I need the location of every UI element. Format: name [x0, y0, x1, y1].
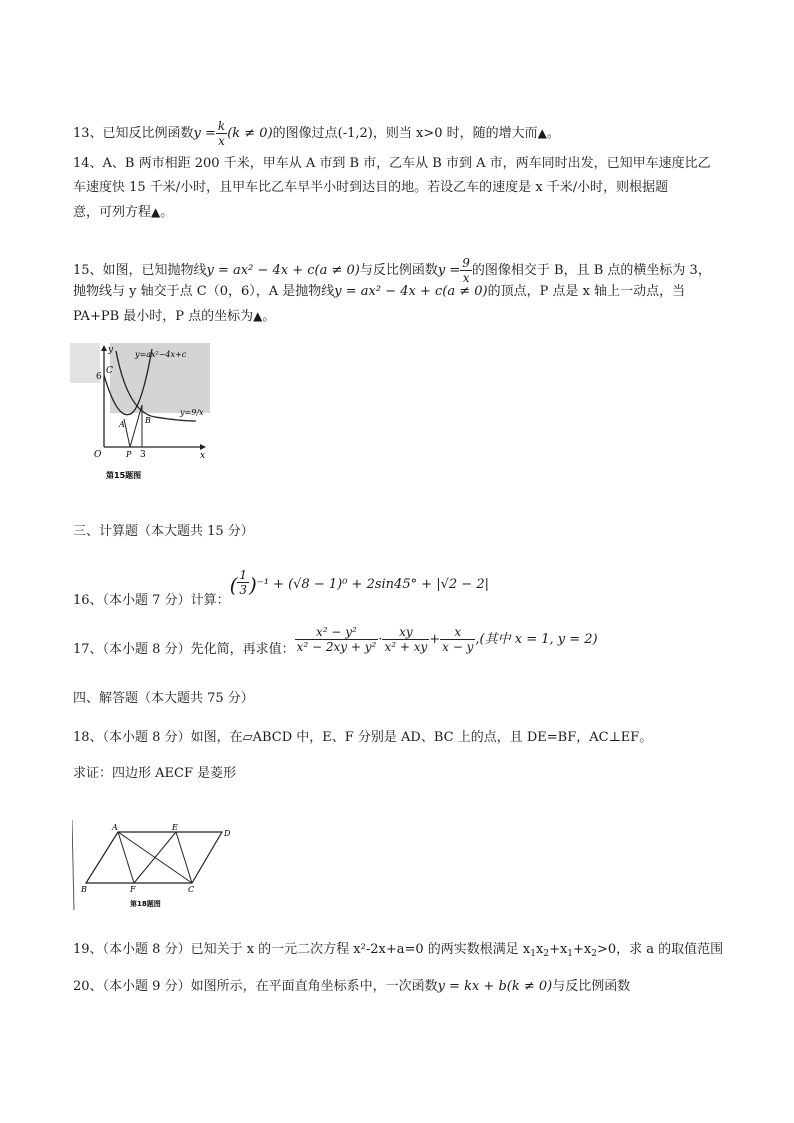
- q13-fn-num: k: [217, 119, 226, 133]
- q17-f3-den: x − y: [442, 640, 474, 654]
- fig18-segment-ec: [176, 832, 192, 883]
- question-15-line-2: [73, 282, 685, 302]
- fig15-label-6: 6: [96, 372, 102, 382]
- q17-plus: +: [429, 632, 441, 647]
- q19-sub-4: 2: [591, 949, 597, 959]
- question-13: [73, 119, 560, 148]
- fig18-scan-edge: [72, 820, 74, 910]
- q17-f1-num: x² − y²: [295, 625, 379, 640]
- q15-inverse-frac: [460, 256, 472, 285]
- q15-l1-mid: 与反比例函数: [359, 263, 438, 278]
- q15-inverse-den: x: [462, 271, 470, 285]
- fig18-segment-ef: [134, 832, 176, 883]
- q14-end: 。: [160, 205, 174, 220]
- question-20: [73, 977, 630, 997]
- q16-frac-den: 3: [239, 583, 248, 597]
- q19-plus-x-1: +x: [549, 942, 568, 957]
- q14-answer-blank: ▲: [151, 205, 161, 219]
- q19-sub-3: 1: [567, 949, 574, 959]
- question-15-line-1: [73, 256, 711, 285]
- fig15-inverse-label: y=9/x: [180, 408, 204, 417]
- q16-paren-close: ): [249, 573, 257, 597]
- question-17: [73, 620, 598, 660]
- q15-l3-pre: PA+PB 最小时，P 点的坐标为: [73, 309, 254, 324]
- q16-text-pre: 16、（本小题 7 分）计算：: [73, 593, 230, 608]
- q17-f2-den: x² + xy: [384, 640, 428, 654]
- q13-fn-den: x: [218, 134, 225, 148]
- question-14-line-2: 车速度快 15 千米/小时，且甲车比乙车早半小时到达目的地。若设乙车的速度是 x 千米/小时，则根据题: [73, 180, 669, 195]
- q20-linear-formula: y = kx + b(k ≠ 0): [437, 979, 553, 994]
- q13-text-post: 的图像过点(-1,2)，则当 x>0 时，随的增大而: [272, 126, 538, 141]
- q15-l2-pre: 抛物线与 y 轴交于点 C（0，6），A 是抛物线: [73, 284, 335, 299]
- q17-f1-den: x² − 2xy + y²: [296, 640, 377, 654]
- section-4-title: 四、解答题（本大题共 75 分）: [73, 691, 254, 706]
- q13-fn-frac: [216, 119, 227, 148]
- q17-f3-num: x: [440, 625, 475, 640]
- q19-sub-2: 2: [543, 949, 550, 959]
- question-14-line-3: [73, 202, 173, 223]
- fig18-segment-af: [118, 832, 134, 883]
- q17-frac-1: [295, 625, 379, 654]
- q14-line3-text: 意，可列方程: [73, 205, 152, 220]
- question-15-line-3: [73, 306, 275, 327]
- fig15-label-p: P: [126, 450, 132, 459]
- question-18-line-1: 18、（本小题 8 分）如图，在▱ABCD 中，E、F 分别是 AD、BC 上的点，且 DE=BF，AC⊥EF。: [73, 730, 653, 745]
- fig15-label-o: O: [94, 450, 102, 460]
- question-16: [73, 568, 489, 608]
- q15-inverse-num: 9: [462, 256, 470, 270]
- fig18-label-d: D: [224, 829, 231, 838]
- q16-paren-open: (: [229, 573, 238, 597]
- fig15-label-c: C: [106, 366, 113, 376]
- q17-frac-3: [440, 625, 475, 654]
- q13-fn-lhs: y =: [193, 126, 216, 141]
- q17-f2-num: xy: [382, 625, 429, 640]
- q17-condition: ,(其中 x = 1, y = 2): [475, 632, 598, 647]
- q16-expression: ⁻¹ + (√8 − 1)⁰ + 2sin45° + |√2 − 2|: [256, 577, 489, 592]
- q17-text-pre: 17、（本小题 8 分）先化简，再求值：: [73, 642, 295, 657]
- q16-frac-num: 1: [239, 568, 248, 582]
- fig15-label-x: x: [200, 451, 206, 461]
- q15-end: 。: [262, 309, 276, 324]
- q13-text-pre: 13、已知反比例函数: [73, 126, 194, 141]
- fig15-segment-pa: [124, 419, 130, 447]
- section-3-title: 三、计算题（本大题共 15 分）: [73, 524, 254, 539]
- fig18-label-b: B: [81, 885, 87, 894]
- fig15-parabola-label: y=ax²−4x+c: [135, 350, 187, 359]
- q20-text-post: 与反比例函数: [552, 979, 631, 994]
- fig18-label-f: F: [130, 885, 136, 894]
- q20-text-pre: 20、（本小题 9 分）如图所示，在平面直角坐标系中，一次函数: [73, 979, 438, 994]
- question-19: [73, 940, 723, 964]
- q15-l1-pre: 15、如图，已知抛物线: [73, 263, 207, 278]
- fig15-label-3: 3: [140, 450, 146, 460]
- question-18-line-2: 求证：四边形 AECF 是菱形: [73, 766, 237, 781]
- q13-end: 。: [546, 126, 560, 141]
- q13-answer-blank: ▲: [537, 126, 547, 140]
- figure-15: [70, 343, 212, 483]
- fig18-label-c: C: [188, 885, 195, 894]
- fig18-label-a: A: [112, 823, 118, 832]
- q17-frac-2: [382, 625, 429, 654]
- q16-frac: [237, 568, 249, 597]
- q19-plus-x-2: +x: [573, 942, 592, 957]
- q19-x-1: x: [535, 942, 544, 957]
- question-14-line-1: 14、A、B 两市相距 200 千米，甲车从 A 市到 B 市，乙车从 B 市到 A 市，两车同时出发，已知甲车速度比乙: [73, 156, 711, 171]
- q19-sub-1: 1: [530, 949, 536, 959]
- q17-dot: ·: [378, 632, 383, 647]
- fig18-caption: 第18题图: [130, 900, 161, 908]
- q15-parabola-formula-2: y = ax² − 4x + c(a ≠ 0): [334, 284, 488, 299]
- fig18-parallelogram: [86, 832, 222, 883]
- q15-parabola-formula: y = ax² − 4x + c(a ≠ 0): [206, 263, 360, 278]
- figure-18: [72, 820, 242, 915]
- q15-inverse-lhs: y =: [437, 263, 461, 278]
- q15-l1-post: 的图像相交于 B，且 B 点的横坐标为 3，: [471, 263, 711, 278]
- fig15-y-arrow: [101, 345, 107, 351]
- q19-text-pre: 19、（本小题 8 分）已知关于 x 的一元二次方程 x²-2x+a=0 的两实数根满足 x: [73, 942, 531, 957]
- fig15-label-y: y: [108, 345, 114, 355]
- fig15-label-a: A: [119, 420, 125, 429]
- q15-l2-post: 的顶点，P 点是 x 轴上一动点，当: [487, 284, 686, 299]
- q15-answer-blank: ▲: [253, 309, 263, 323]
- fig15-label-b: B: [145, 416, 151, 425]
- q19-text-post: >0，求 a 的取值范围: [597, 942, 724, 957]
- fig15-caption: 第15题图: [106, 471, 142, 480]
- fig15-x-arrow: [200, 444, 206, 450]
- fig18-label-e: E: [172, 823, 178, 832]
- q13-fn-cond: (k ≠ 0): [227, 126, 273, 141]
